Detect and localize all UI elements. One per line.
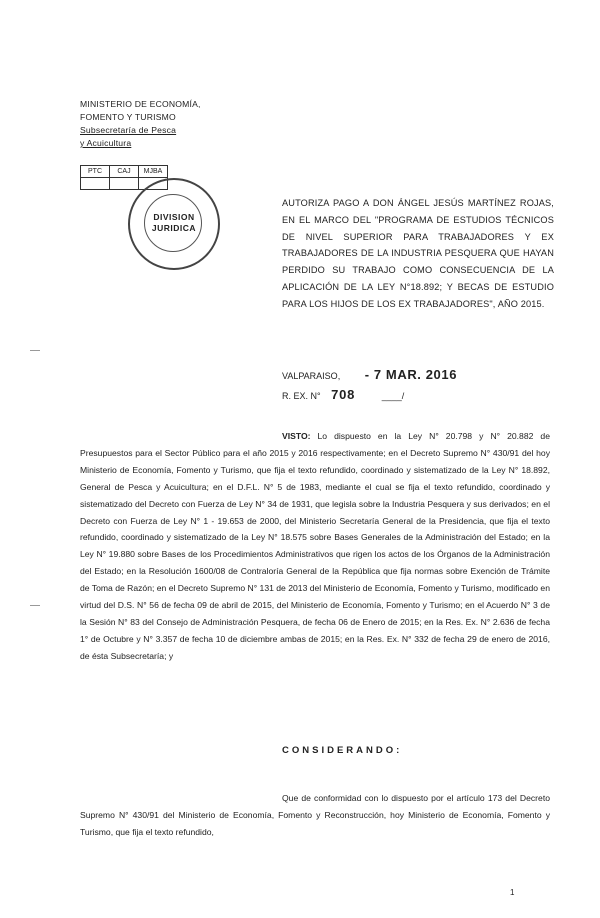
resolution-label: R. EX. N° bbox=[282, 391, 321, 401]
date-place: VALPARAISO, bbox=[282, 371, 341, 381]
stamp-cell: PTC bbox=[81, 166, 110, 178]
header-subsecretaria: y Acuicultura bbox=[80, 138, 132, 148]
visto-text: Lo dispuesto en la Ley N° 20.798 y N° 20.882 de Presupuestos para el Sector Público para el año 2015 y 2016 respectivamente; en el Decreto Supremo N° 430/91 del hoy Ministerio de Economía, Fomento y Turismo, que fija el texto refundido, coordinado y sistematizado de la Ley N° 18.892, General de Pesca y Acuicultura; en el D.F.L. N° 5 de 1983, mediante el cual se fija el texto refundido, coordinado y sistematizado del Decreto con Fuerza de Ley N° 34 de 1931, que legisla sobre la Industria Pesquera y sus derivados; en el Decreto con Fuerza de Ley N° 1 - 19.653 de 2000, del Ministerio Secretaría General de la Presidencia, que fija el texto refundido, coordinado y sistematizado de la Ley N° 18.575 sobre Bases Generales de la Administración del Estado; en la Ley N° 19.880 sobre Bases de los Procedimientos Administrativos que rigen los actos de los Órganos de la Administración del Estado; en la Resolución 1600/08 de Contraloría General de la República que fija normas sobre Exención de Trámite de Toma de Razón; en el Decreto Supremo N° 131 de 2013 del Ministerio de Economía, Fomento y Turismo, modificado en virtud del D.S. N° 56 de fecha 09 de abril de 2015, del Ministerio de Economía, Fomento y Turismo; en el Acuerdo N° 3 de la Sesión N° 83 del Consejo de Administración Pesquera, de fecha 06 de Enero de 2015; en la Res. Ex. N° 2.636 de fecha 1° de Octubre y N° 3.357 de fecha 10 de diciembre ambas de 2015; en la Res. Ex. N° 332 de fecha 29 de enero de 2016, de ésta Subsecretaría; y bbox=[80, 431, 550, 661]
date-stamp: - 7 MAR. 2016 bbox=[364, 367, 458, 382]
seal-line: JURIDICA bbox=[151, 223, 197, 233]
considerando-text: Que de conformidad con lo dispuesto por el artículo 173 del Decreto Supremo N° 430/91 del Ministerio de Economía, Fomento y Reconstrucción, hoy Ministerio de Economía, Fomento y Turismo, que fija el texto refundido, bbox=[80, 793, 550, 837]
header-subsecretaria: Subsecretaría de Pesca bbox=[80, 125, 177, 135]
date-line bbox=[282, 367, 457, 382]
stamp-cell-empty bbox=[110, 178, 139, 190]
considerando-heading: CONSIDERANDO: bbox=[282, 745, 403, 756]
seal-line: DIVISION bbox=[153, 212, 195, 222]
stamp-cell: CAJ bbox=[110, 166, 139, 178]
visto-label: VISTO: bbox=[282, 431, 311, 441]
resolution-title: AUTORIZA PAGO A DON ÁNGEL JESÚS MARTÍNEZ ROJAS, EN EL MARCO DEL "PROGRAMA DE ESTUDIOS TÉCNICOS DE NIVEL SUPERIOR PARA TRABAJADORES Y EX TRABAJADORES DE LA INDUSTRIA PESQUERA QUE HAYAN PERDIDO SU TRABAJO COMO CONSECUENCIA DE LA APLICACIÓN DE LA LEY N°18.892; Y BECAS DE ESTUDIO PARA LOS HIJOS DE LOS EX TRABAJADORES", AÑO 2015. bbox=[282, 198, 554, 309]
stamp-cell: MJBA bbox=[139, 166, 168, 178]
header-ministry-line: FOMENTO Y TURISMO bbox=[80, 112, 176, 122]
page-number: 1 bbox=[510, 888, 515, 897]
resolution-number: 708 bbox=[331, 387, 356, 402]
ministry-header bbox=[80, 98, 201, 150]
division-juridica-seal bbox=[128, 178, 220, 270]
resolution-number-line bbox=[282, 387, 404, 402]
margin-mark bbox=[30, 350, 40, 351]
margin-mark bbox=[30, 605, 40, 606]
stamp-cell-empty bbox=[81, 178, 110, 190]
resolution-suffix: ____/ bbox=[381, 391, 405, 401]
header-ministry-line: MINISTERIO DE ECONOMÍA, bbox=[80, 99, 201, 109]
visto-paragraph bbox=[80, 428, 550, 665]
considerando-paragraph bbox=[80, 790, 550, 841]
seal-center-text bbox=[130, 212, 218, 234]
